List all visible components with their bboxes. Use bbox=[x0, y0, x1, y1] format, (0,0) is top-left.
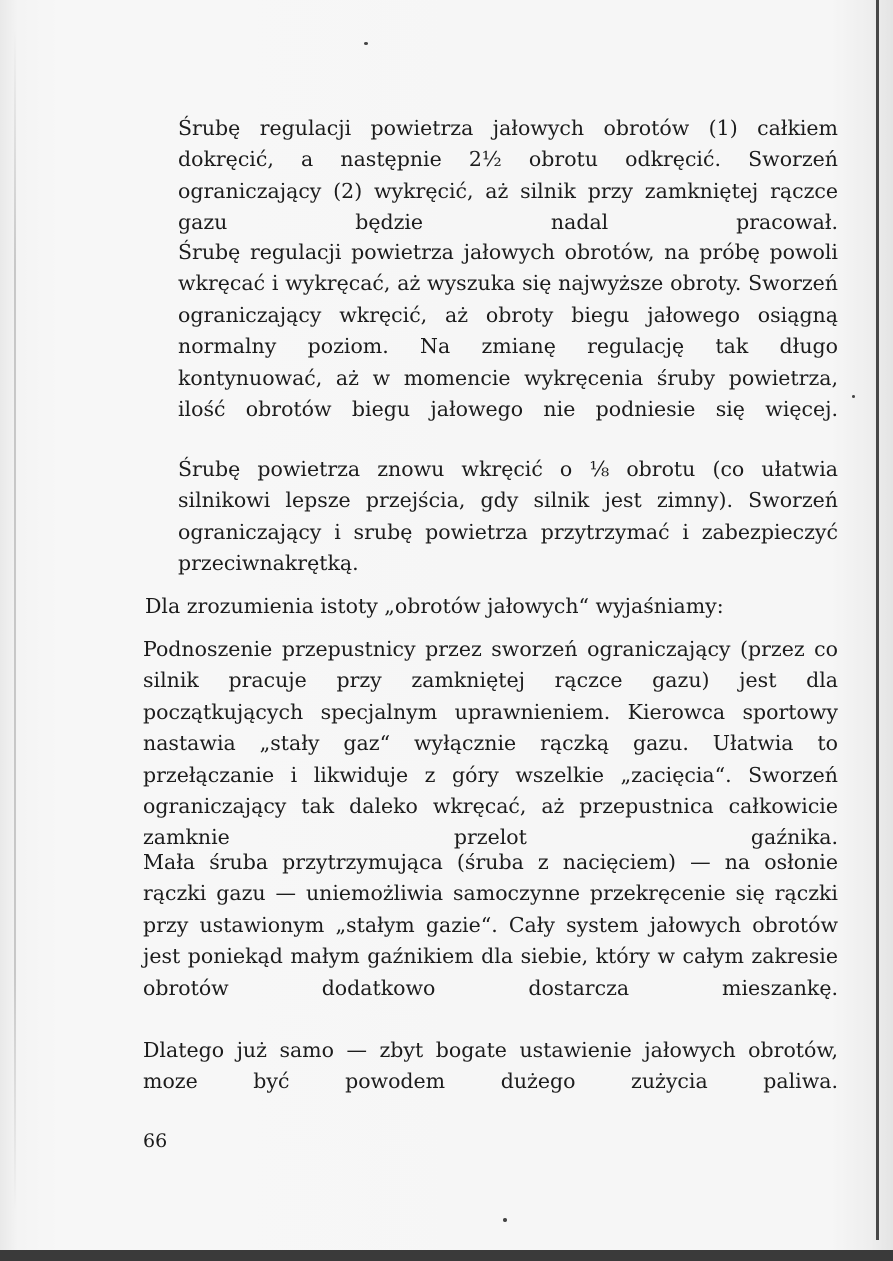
page-edge-left bbox=[14, 30, 16, 1210]
paragraph-air-screw-final-turn: Śrubę powietrza znowu wkręcić o ⅛ obrotu (co ułatwia silnikowi lepsze przejścia, gdy silnik jest zimny). Sworzeń ograniczający i srubę powietrza przytrzymać i zabezpieczyć przeciwnakrętką. bbox=[178, 457, 838, 576]
paragraph-retaining-screw: Mała śruba przytrzymująca (śruba z nacięciem) — na osłonie rączki gazu — uniemożliwia samoczynne przekręcenie się rączki przy ustawionym „stałym gazie“. Cały system jałowych obrotów jest poniekąd małym gaźnikiem dla siebie, który w całym zakresie obrotów dodatkowo dostarcza mieszankę. bbox=[143, 850, 838, 1000]
scan-bottom-band bbox=[0, 1250, 893, 1261]
scan-speck bbox=[852, 395, 855, 398]
page-number: 66 bbox=[143, 1130, 168, 1152]
paragraph-idle-adjustment-procedure: Śrubę regulacji powietrza jałowych obrotów, na próbę powoli wkręcać i wykręcać, aż wyszuka się najwyższe obroty. Sworzeń ograniczający wkręcić, aż obroty biegu jałowego osiągną normalny poziom. Na zmianę regulację tak długo kontynuować, aż w momencie wykręcenia śruby powietrza, ilość obrotów biegu jałowego nie podniesie się więcej. bbox=[178, 240, 838, 422]
scan-speck bbox=[364, 42, 368, 45]
paragraph-throttle-stop-explanation: Podnoszenie przepustnicy przez sworzeń ograniczający (przez co silnik pracuje przy zamkniętej rączce gazu) jest dla początkujących specjalnym uprawnieniem. Kierowca sportowy nastawia „stały gaz“ wyłącznie rączką gazu. Ułatwia to przełączanie i likwiduje z góry wszelkie „zacięcia“. Sworzeń ograniczający tak daleko wkręcać, aż przepustnica całkowicie zamknie przelot gaźnika. bbox=[143, 637, 838, 850]
paragraph-idle-explanation-intro: Dla zrozumienia istoty „obrotów jałowych“ wyjaśniamy: bbox=[145, 594, 724, 618]
paragraph-idle-air-screw-setup: Śrubę regulacji powietrza jałowych obrotów (1) całkiem dokręcić, a następnie 2½ obrotu odkręcić. Sworzeń ograniczający (2) wykręcić, aż silnik przy zamkniętej rączce gazu będzie nadal pracował. bbox=[178, 116, 838, 235]
scan-speck bbox=[503, 1218, 507, 1222]
page-edge-right bbox=[876, 0, 879, 1240]
paragraph-fuel-consumption-note: Dlatego już samo — zbyt bogate ustawienie jałowych obrotów, moze być powodem dużego zużycia paliwa. bbox=[143, 1038, 838, 1094]
